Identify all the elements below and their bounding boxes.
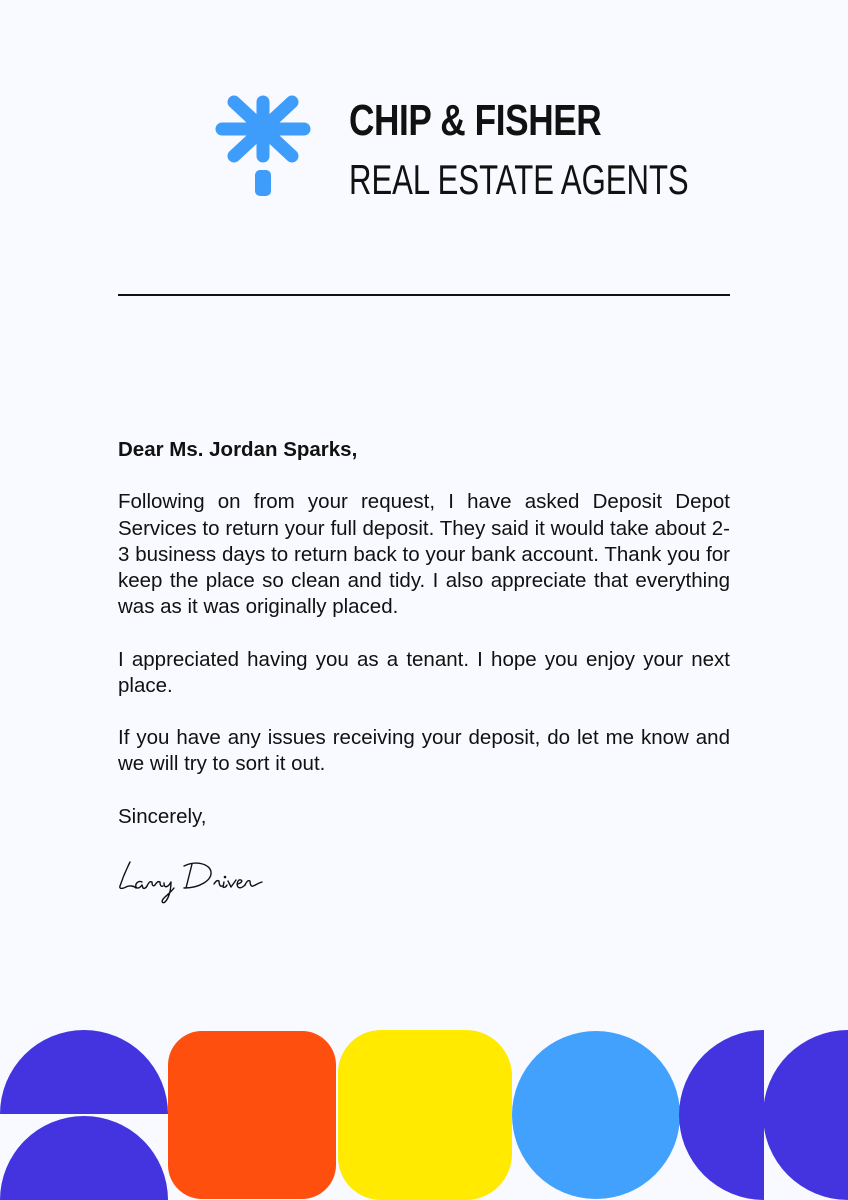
company-name: CHIP & FISHER — [349, 96, 602, 145]
indigo-left-half-circle-shape — [679, 1030, 764, 1200]
indigo-bottom-semicircle-shape — [0, 1116, 168, 1200]
header-divider — [118, 294, 730, 296]
letter-paragraph-2: I appreciated having you as a tenant. I hope you enjoy your next place. — [118, 647, 730, 697]
decorative-shapes-footer — [0, 1030, 848, 1200]
orange-rounded-square-shape — [168, 1031, 336, 1199]
indigo-right-half-circle-shape — [763, 1030, 848, 1200]
company-logo-icon — [214, 94, 312, 198]
letter-paragraph-1: Following on from your request, I have asked Deposit Depot Services to return your full deposit. They said it would take about 2-3 business days to return back to your bank account. Thank you for keep the place so clean and tidy. I also appreciate that everything was as it was originally placed. — [118, 490, 730, 619]
letter-greeting: Dear Ms. Jordan Sparks, — [118, 438, 358, 461]
yellow-rounded-shape — [338, 1030, 512, 1200]
letter-closing: Sincerely, — [118, 804, 207, 828]
letter-body — [118, 437, 730, 856]
company-tagline: REAL ESTATE AGENTS — [349, 156, 689, 203]
letter-paragraph-3: If you have any issues receiving your deposit, do let me know and we will try to sort it out. — [118, 726, 730, 776]
handwritten-signature — [116, 852, 276, 908]
indigo-top-semicircle-shape — [0, 1030, 168, 1114]
sky-blue-circle-shape — [512, 1031, 680, 1199]
